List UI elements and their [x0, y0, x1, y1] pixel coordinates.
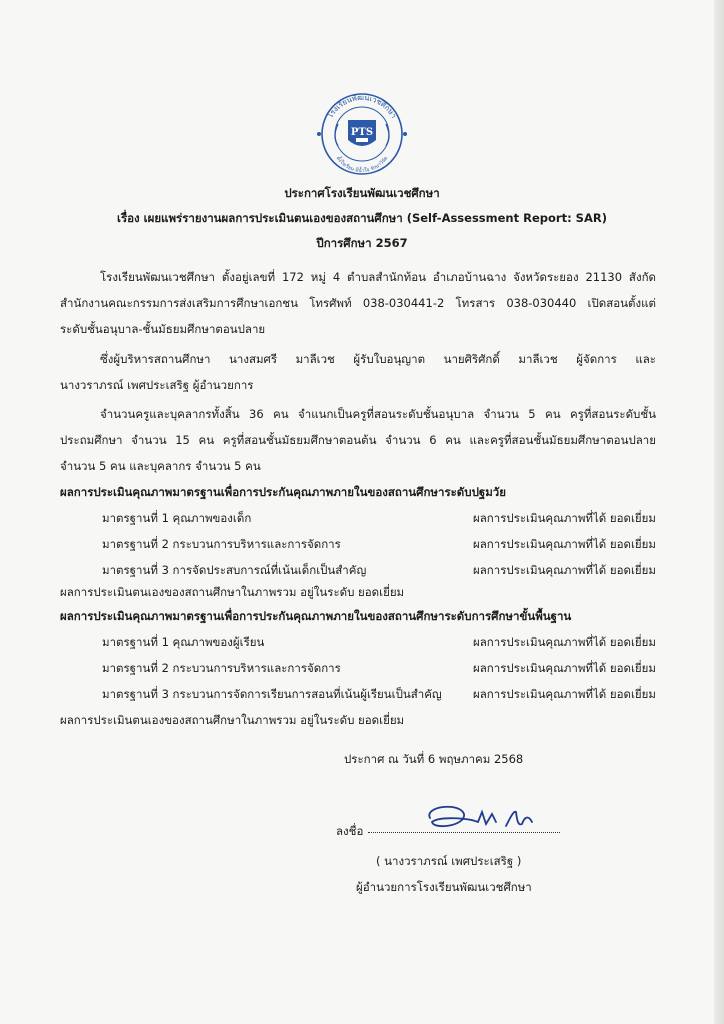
section-1-heading: ผลการประเมินคุณภาพมาตรฐานเพื่อการประกันคุณภาพภายในของสถานศึกษาระดับปฐมวัย: [60, 485, 506, 499]
standard-result: ผลการประเมินคุณภาพที่ได้ ยอดเยี่ยม: [473, 537, 656, 551]
section-2-standard-3: [102, 687, 656, 702]
paragraph-3-line-3: จำนวน 5 คน และบุคลากร จำนวน 5 คน: [60, 459, 261, 473]
section-1-standard-3: [102, 563, 656, 578]
school-logo: [302, 88, 422, 180]
paragraph-3-line-1: จำนวนครูและบุคลากรทั้งสิ้น 36 คน จำแนกเป็นครูที่สอนระดับชั้นอนุบาล จำนวน 5 คน ครูที่สอนระดับชั้น: [100, 407, 656, 421]
announcement-title: ประกาศโรงเรียนพัฒนเวชศึกษา: [284, 186, 440, 200]
paragraph-1-line-1: โรงเรียนพัฒนเวชศึกษา ตั้งอยู่เลขที่ 172 หมู่ 4 ตำบลสำนักท้อน อำเภอบ้านฉาง จังหวัดระยอง 21130 สังกัด: [100, 270, 656, 284]
standard-name: มาตรฐานที่ 3 การจัดประสบการณ์ที่เน้นเด็กเป็นสำคัญ: [102, 563, 367, 577]
signer-title: ผู้อำนวยการโรงเรียนพัฒนเวชศึกษา: [356, 880, 532, 894]
standard-name: มาตรฐานที่ 1 คุณภาพของผู้เรียน: [102, 635, 265, 649]
standard-result: ผลการประเมินคุณภาพที่ได้ ยอดเยี่ยม: [473, 563, 656, 577]
signature-line: [368, 832, 560, 833]
logo-ring-bottom: ตั้งใจเรียน มีน้ำใจ รักษาวินัย: [334, 155, 390, 175]
standard-name: มาตรฐานที่ 1 คุณภาพของเด็ก: [102, 511, 252, 525]
academic-year: ปีการศึกษา 2567: [316, 236, 408, 250]
sign-label: ลงชื่อ: [336, 824, 364, 838]
announcement-date: ประกาศ ณ วันที่ 6 พฤษภาคม 2568: [344, 752, 524, 766]
section-2-standard-1: [102, 635, 656, 650]
signature-mark: [420, 800, 560, 842]
section-1-summary: ผลการประเมินตนเองของสถานศึกษาในภาพรวม อยู่ในระดับ ยอดเยี่ยม: [60, 585, 405, 599]
paragraph-3-line-2: ประถมศึกษา จำนวน 15 คน ครูที่สอนชั้นมัธยมศึกษาตอนต้น จำนวน 6 คน และครูที่สอนชั้นมัธยมศึกษาตอนปลาย: [60, 433, 656, 447]
paragraph-1-line-3: ระดับชั้นอนุบาล-ชั้นมัธยมศึกษาตอนปลาย: [60, 322, 266, 336]
standard-result: ผลการประเมินคุณภาพที่ได้ ยอดเยี่ยม: [473, 687, 656, 701]
standard-result: ผลการประเมินคุณภาพที่ได้ ยอดเยี่ยม: [473, 661, 656, 675]
logo-ring-top: โรงเรียนพัฒนเวชศึกษา: [325, 92, 399, 120]
section-1-standard-2: [102, 537, 656, 552]
section-2-standard-2: [102, 661, 656, 676]
book-icon: [356, 138, 368, 142]
paragraph-2-line-2: นางวราภรณ์ เพศประเสริฐ ผู้อำนวยการ: [60, 378, 254, 392]
logo-initials: PTS: [350, 127, 374, 138]
standard-name: มาตรฐานที่ 2 กระบวนการบริหารและการจัดการ: [102, 537, 341, 551]
paragraph-1-line-2: สำนักงานคณะกรรมการส่งเสริมการศึกษาเอกชน โทรศัพท์ 038-030441-2 โทรสาร 038-030440 เปิดสอนตั้งแต่: [60, 296, 656, 310]
standard-name: มาตรฐานที่ 2 กระบวนการบริหารและการจัดการ: [102, 661, 341, 675]
standard-name: มาตรฐานที่ 3 กระบวนการจัดการเรียนการสอนที่เน้นผู้เรียนเป็นสำคัญ: [102, 687, 442, 701]
signer-name: ( นางวราภรณ์ เพศประเสริฐ ): [376, 854, 522, 868]
page-edge: [714, 0, 724, 1024]
standard-result: ผลการประเมินคุณภาพที่ได้ ยอดเยี่ยม: [473, 635, 656, 649]
paragraph-2-line-1: ซึ่งผู้บริหารสถานศึกษา นางสมศรี มาลีเวช ผู้รับใบอนุญาต นายศิริศักดิ์ มาลีเวช ผู้จัดการ และ: [100, 352, 656, 366]
standard-result: ผลการประเมินคุณภาพที่ได้ ยอดเยี่ยม: [473, 511, 656, 525]
section-1-standard-1: [102, 511, 656, 526]
section-2-summary: ผลการประเมินตนเองของสถานศึกษาในภาพรวม อยู่ในระดับ ยอดเยี่ยม: [60, 713, 405, 727]
announcement-subject: เรื่อง เผยแพร่รายงานผลการประเมินตนเองของสถานศึกษา (Self-Assessment Report: SAR): [117, 211, 607, 225]
section-2-heading: ผลการประเมินคุณภาพมาตรฐานเพื่อการประกันคุณภาพภายในของสถานศึกษาระดับการศึกษาขั้นพื้นฐาน: [60, 609, 572, 623]
